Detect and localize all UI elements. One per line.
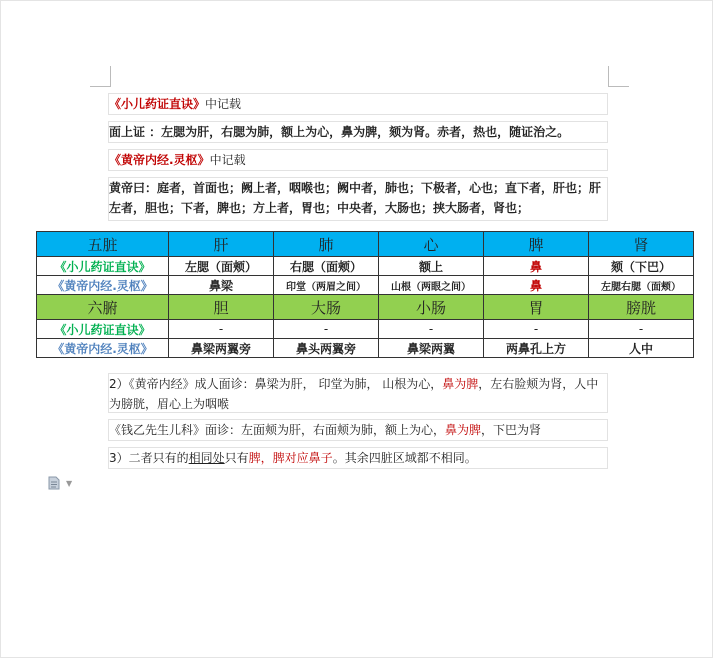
- table-cell: 额上: [379, 257, 484, 276]
- table-cell: 鼻梁: [169, 276, 274, 295]
- note-highlight: 脾，脾对应鼻子: [248, 451, 333, 465]
- note-underline: 相同处: [188, 451, 225, 465]
- table-cell: 颏（下巴）: [589, 257, 694, 276]
- face-mapping-xiaoer: 面上证 ：左腮为肝，右腮为肺，额上为心，鼻为脾，颏为肾。赤者，热也，随证治之。: [108, 121, 608, 143]
- crop-mark-top-right: [608, 66, 629, 87]
- note-text: ，下巴为肾: [481, 423, 542, 437]
- table-row: [37, 320, 694, 339]
- table-cell: 鼻: [484, 276, 589, 295]
- note-text: 。其余四脏区域都不相同。: [332, 451, 477, 465]
- table-header-row-six-fu: [37, 295, 694, 320]
- table-cell: 左腮（面颊）: [169, 257, 274, 276]
- note-text: 《钱乙先生儿科》面诊：左面颊为肝，右面颊为肺，额上为心，: [109, 423, 446, 437]
- table-header-cell: 胆: [169, 295, 274, 320]
- table-row: [37, 276, 694, 295]
- source-line-huangdi: [108, 149, 608, 171]
- source-line-xiaoer: [108, 93, 608, 115]
- table-header-row-five-zang: [37, 232, 694, 257]
- note-text: 2）《黄帝内经》成人面诊：鼻梁为肝， 印堂为肺， 山根为心，: [109, 377, 443, 391]
- note-highlight: 鼻为脾: [442, 377, 479, 391]
- row-label-xiaoer: 《小儿药证直诀》: [37, 257, 169, 276]
- table-cell: 右腮（面颊）: [274, 257, 379, 276]
- organ-face-table: [36, 231, 694, 358]
- table-header-cell: 心: [379, 232, 484, 257]
- table-cell: 两鼻孔上方: [484, 339, 589, 358]
- table-header-cell: 小肠: [379, 295, 484, 320]
- paste-options-icon[interactable]: [48, 476, 60, 490]
- note-text: 只有: [224, 451, 249, 465]
- note-huangdi-adult: [108, 373, 608, 413]
- table-cell: -: [484, 320, 589, 339]
- face-mapping-huangdi: 黄帝曰：庭者，首面也；阙上者，咽喉也；阙中者，肺也；下极者，心也；直下者，肝也；肝左者，胆也；下者，脾也；方上者，胃也；中央者，大肠也；挟大肠者，肾也；: [108, 177, 608, 221]
- book-title-huangdi: 《黄帝内经.灵枢》: [109, 153, 210, 167]
- note-text: 3）二者只有的: [109, 451, 189, 465]
- table-row: [37, 339, 694, 358]
- table-header-cell: 脾: [484, 232, 589, 257]
- table-header-cell: 肾: [589, 232, 694, 257]
- record-suffix: 中记载: [205, 97, 242, 111]
- table-row: [37, 257, 694, 276]
- row-label-xiaoer: 《小儿药证直诀》: [37, 320, 169, 339]
- table-cell: 鼻梁两翼: [379, 339, 484, 358]
- chevron-down-icon[interactable]: ▼: [66, 479, 73, 488]
- book-title-xiaoer: 《小儿药证直诀》: [109, 97, 206, 111]
- table-cell: 人中: [589, 339, 694, 358]
- table-cell: 印堂（两眉之间）: [274, 276, 379, 295]
- table-cell: 鼻头两翼旁: [274, 339, 379, 358]
- table-cell: -: [379, 320, 484, 339]
- table-header-cell: 胃: [484, 295, 589, 320]
- table-cell: -: [169, 320, 274, 339]
- note-qian-pediatrics: [108, 419, 608, 441]
- note-conclusion: [108, 447, 608, 469]
- row-label-huangdi: 《黄帝内经.灵枢》: [37, 339, 169, 358]
- row-label-huangdi: 《黄帝内经.灵枢》: [37, 276, 169, 295]
- note-text: ，左右脸颊为肾，人中为膀胱，眉心上为咽喉: [109, 377, 599, 411]
- table-header-cell: 膀胱: [589, 295, 694, 320]
- table-cell: 鼻: [484, 257, 589, 276]
- table-cell: -: [274, 320, 379, 339]
- table-header-cell: 大肠: [274, 295, 379, 320]
- table-cell: 山根（两眼之间）: [379, 276, 484, 295]
- table-cell: 左腮右腮（面颊）: [589, 276, 694, 295]
- record-suffix: 中记载: [209, 153, 246, 167]
- table-cell: 鼻梁两翼旁: [169, 339, 274, 358]
- table-header-cell: 肝: [169, 232, 274, 257]
- crop-mark-top-left: [90, 66, 111, 87]
- table-header-cell: 六腑: [37, 295, 169, 320]
- table-header-cell: 肺: [274, 232, 379, 257]
- table-header-cell: 五脏: [37, 232, 169, 257]
- table-cell: -: [589, 320, 694, 339]
- note-highlight: 鼻为脾: [445, 423, 482, 437]
